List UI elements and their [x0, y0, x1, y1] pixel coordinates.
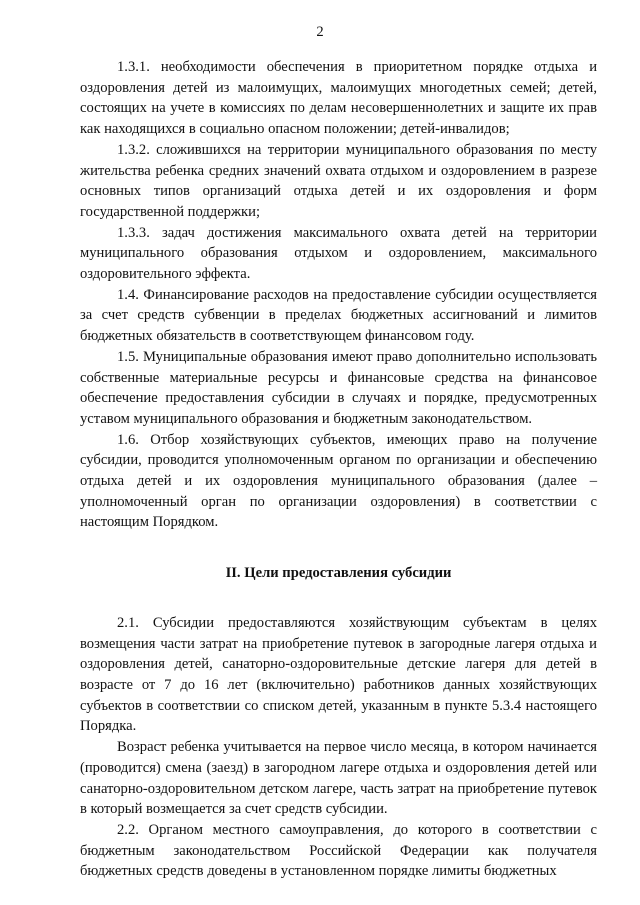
paragraph-1-6: 1.6. Отбор хозяйствующих субъектов, имеющих право на получение субсидии, проводится уполномоченным органом по организации и обеспечению отдыха детей и их оздоровления муниципального образования (далее – уполномоченный орган по организации оздоровления) в соответствии с настоящим Порядком.	[80, 431, 597, 531]
paragraph-1-3-3: 1.3.3. задач достижения максимального охвата детей на территории муниципального образования отдыхом и оздоровлением, максимального оздоровительного эффекта.	[80, 224, 597, 283]
paragraph-1-3-2: 1.3.2. сложившихся на территории муниципального образования по месту жительства ребенка средних значений охвата отдыхом и оздоровлением в разрезе основных типов организаций отдыха детей и их оздоровления и форм государственной поддержки;	[80, 141, 597, 220]
paragraph-1-5: 1.5. Муниципальные образования имеют право дополнительно использовать собственные материальные ресурсы и финансовые средства на финансовое обеспечение предоставления субсидии в случаях и порядке, предусмотренных уставом муниципального образования и бюджетным законодательством.	[80, 348, 597, 427]
paragraph-2-1: 2.1. Субсидии предоставляются хозяйствующим субъектам в целях возмещения части затрат на приобретение путевок в загородные лагеря отдыха и оздоровления детей, санаторно-оздоровительные детские лагеря для детей в возрасте от 7 до 16 лет (включительно) работников данных хозяйствующих субъектов в соответствии со списком детей, указанным в пункте 5.3.4 настоящего Порядка.	[80, 614, 597, 735]
page-number: 2	[316, 24, 324, 40]
paragraph-1-4: 1.4. Финансирование расходов на предоставление субсидии осуществляется за счет средств субвенции в пределах бюджетных ассигнований и лимитов бюджетных обязательств в соответствующем финансовом году.	[80, 286, 597, 345]
paragraph-1-3-1: 1.3.1. необходимости обеспечения в приоритетном порядке отдыха и оздоровления детей из малоимущих, малоимущих многодетных семей; детей, состоящих на учете в комиссиях по делам несовершеннолетних и защите их прав как находящихся в социально опасном положении; детей-инвалидов;	[80, 59, 597, 138]
section-heading: II. Цели предоставления субсидии	[225, 565, 452, 582]
document-body	[80, 57, 597, 882]
paragraph-2-2: 2.2. Органом местного самоуправления, до которого в соответствии с бюджетным законодательством Российской Федерации как получателя бюджетных средств доведены в установленном порядке лимиты бюджетных	[80, 821, 597, 880]
paragraph-age: Возраст ребенка учитывается на первое число месяца, в котором начинается (проводится) смена (заезд) в загородном лагере отдыха и оздоровления детей или санаторно-оздоровительном детском лагере, часть затрат на приобретение путевок в который возмещается за счет средств субсидии.	[80, 739, 597, 818]
